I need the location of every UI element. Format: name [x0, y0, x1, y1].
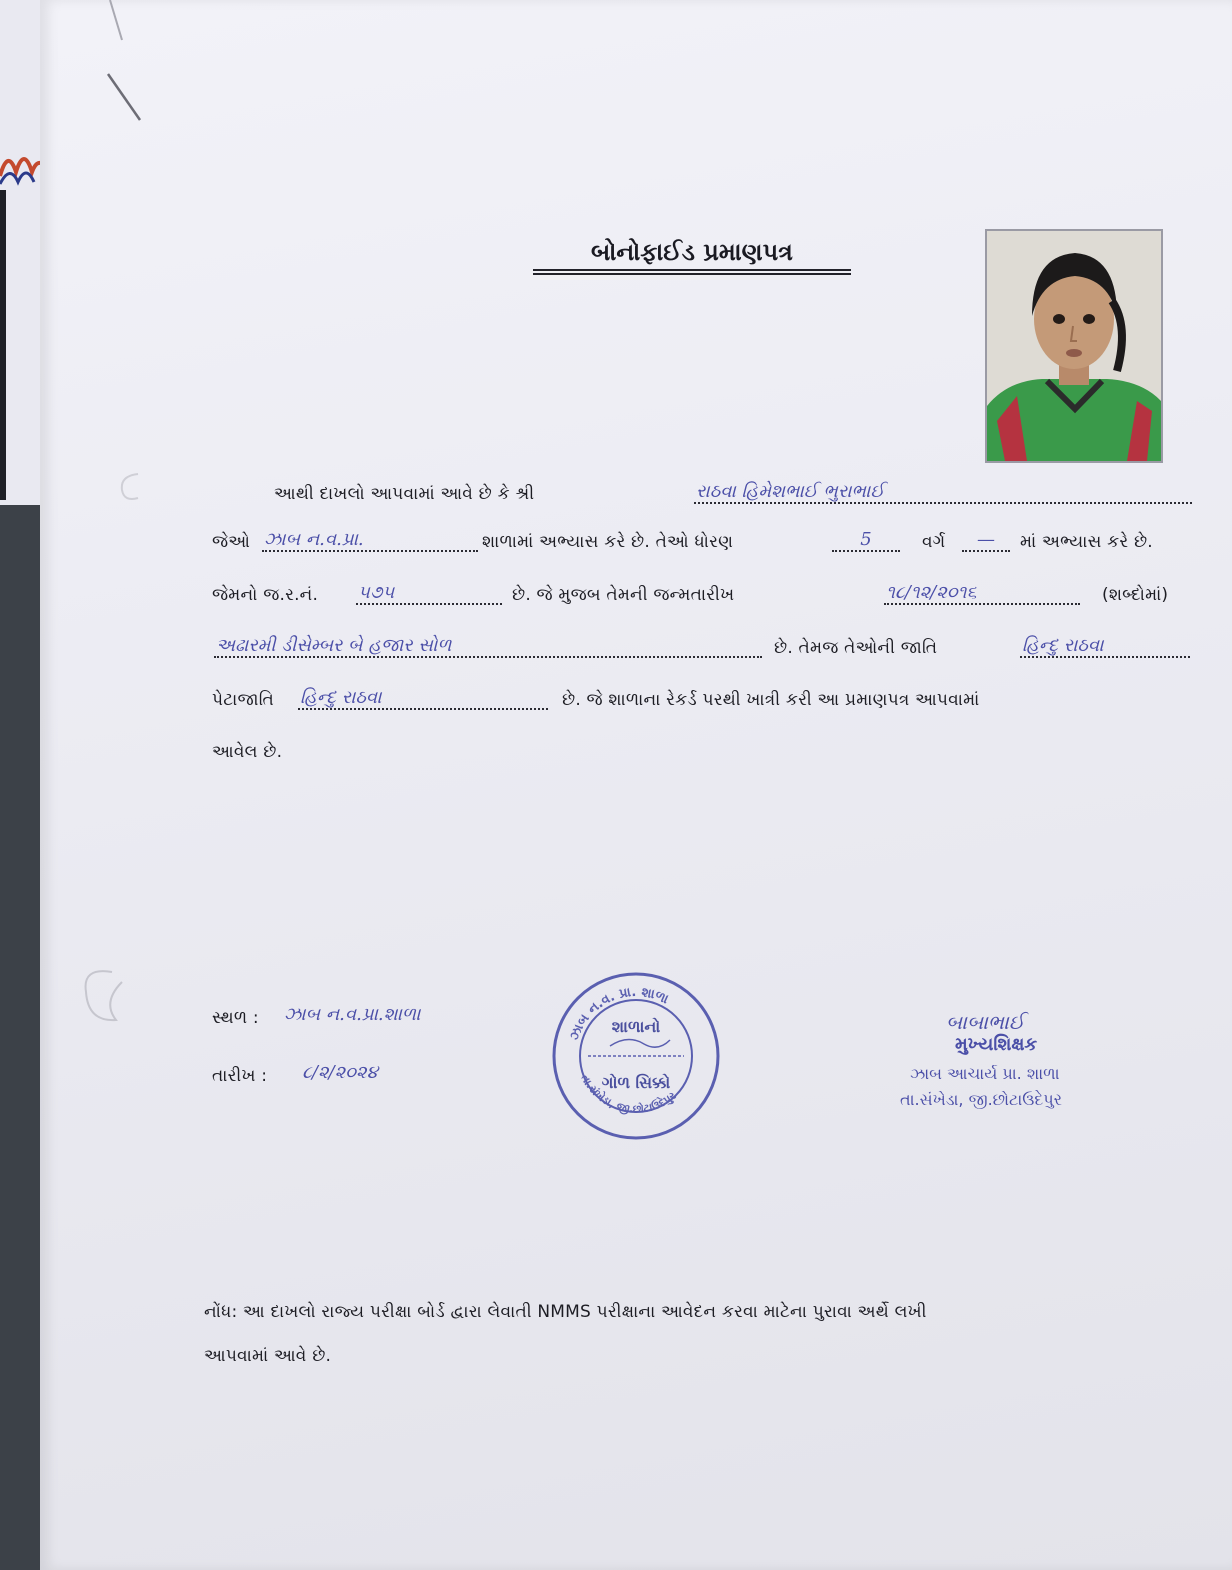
line2-suffix: માં અભ્યાસ કરે છે. — [1020, 532, 1153, 552]
line2-class-label: વર્ગ — [922, 532, 946, 552]
note-line1: નોંધ: આ દાખલો રાજ્ય પરીક્ષા બોર્ડ દ્વારા લેવાતી NMMS પરીક્ષાના આવેદન કરવા માટેના પુરાવા અર્થે લખી — [204, 1302, 927, 1322]
address-stamp-line: તા.સંખેડા, જી.છોટાઉદેપુર — [900, 1090, 1062, 1109]
stamp-outer-text: ઝાબ ન.વ. પ્રા. શાળા — [567, 984, 671, 1043]
designation-stamp: મુખ્યશિક્ષક — [955, 1034, 1038, 1055]
line1-prefix: આથી દાખલો આપવામાં આવે છે કે શ્રી — [274, 484, 535, 504]
line3-prefix: જેમનો જ.ર.નં. — [212, 585, 319, 605]
birth-date-words-field: અઢારમી ડીસેમ્બર બે હજાર સોળ — [216, 635, 452, 656]
school-stamp-line: ઝાબ આચાર્ય પ્રા. શાળા — [910, 1064, 1060, 1083]
place-label: સ્થળ : — [212, 1008, 259, 1028]
subcaste-field: હિન્દુ રાઠવા — [300, 687, 382, 708]
line2-mid: શાળામાં અભ્યાસ કરે છે. તેઓ ધોરણ — [482, 532, 734, 552]
line2-prefix: જેઓ — [212, 532, 251, 552]
certificate-title: બોનોફાઈડ પ્રમાણપત્ર — [533, 238, 851, 271]
background-table — [0, 505, 40, 1570]
school-name-field: ઝાબ ન.વ.પ્રા. — [264, 529, 364, 550]
stamp-center-top: શાળાનો — [611, 1017, 661, 1036]
line5-suffix: છે. જે શાળાના રેકર્ડ પરથી ખાત્રી કરી આ પ્રમાણપત્ર આપવામાં — [562, 690, 980, 710]
caste-field: હિન્દુ રાઠવા — [1022, 635, 1104, 656]
line5-prefix: પેટાજાતિ — [212, 690, 275, 710]
school-round-stamp — [548, 968, 724, 1144]
line3-mid: છે. જે મુજબ તેમની જન્મતારીખ — [512, 585, 735, 605]
background-edge-strip — [0, 190, 6, 500]
register-number-field: ૫૭૫ — [358, 582, 395, 603]
paper-scratch-marks — [100, 0, 150, 130]
date-value: ૮/૨/૨૦૨૪ — [302, 1062, 378, 1083]
student-name-field: રાઠવા હિમેશભાઈ ભુરાભાઈ — [696, 481, 885, 502]
place-value: ઝાબ ન.વ.પ્રા.શાળા — [284, 1004, 421, 1025]
principal-signature: બાબાભાઈ — [946, 1010, 1025, 1034]
division-field: — — [977, 529, 995, 550]
line4-mid: છે. તેમજ તેઓની જાતિ — [774, 638, 938, 658]
paper-curl-mark — [72, 962, 132, 1032]
stamp-center-bottom: ગોળ સિક્કો — [601, 1073, 671, 1092]
date-label: તારીખ : — [212, 1066, 268, 1086]
line6: આવેલ છે. — [212, 742, 283, 762]
student-photo — [985, 229, 1163, 463]
note-line2: આપવામાં આવે છે. — [204, 1346, 332, 1366]
birth-date-field: ૧૮/૧૨/૨૦૧૬ — [886, 582, 977, 603]
line3-suffix: (શબ્દોમાં) — [1102, 585, 1169, 605]
standard-field: 5 — [860, 529, 872, 550]
paper-curl-mark-small — [112, 468, 152, 508]
stamp-bottom-text: તા.સંખેડા, જી.છોટાઉદેપુર — [578, 1072, 679, 1116]
